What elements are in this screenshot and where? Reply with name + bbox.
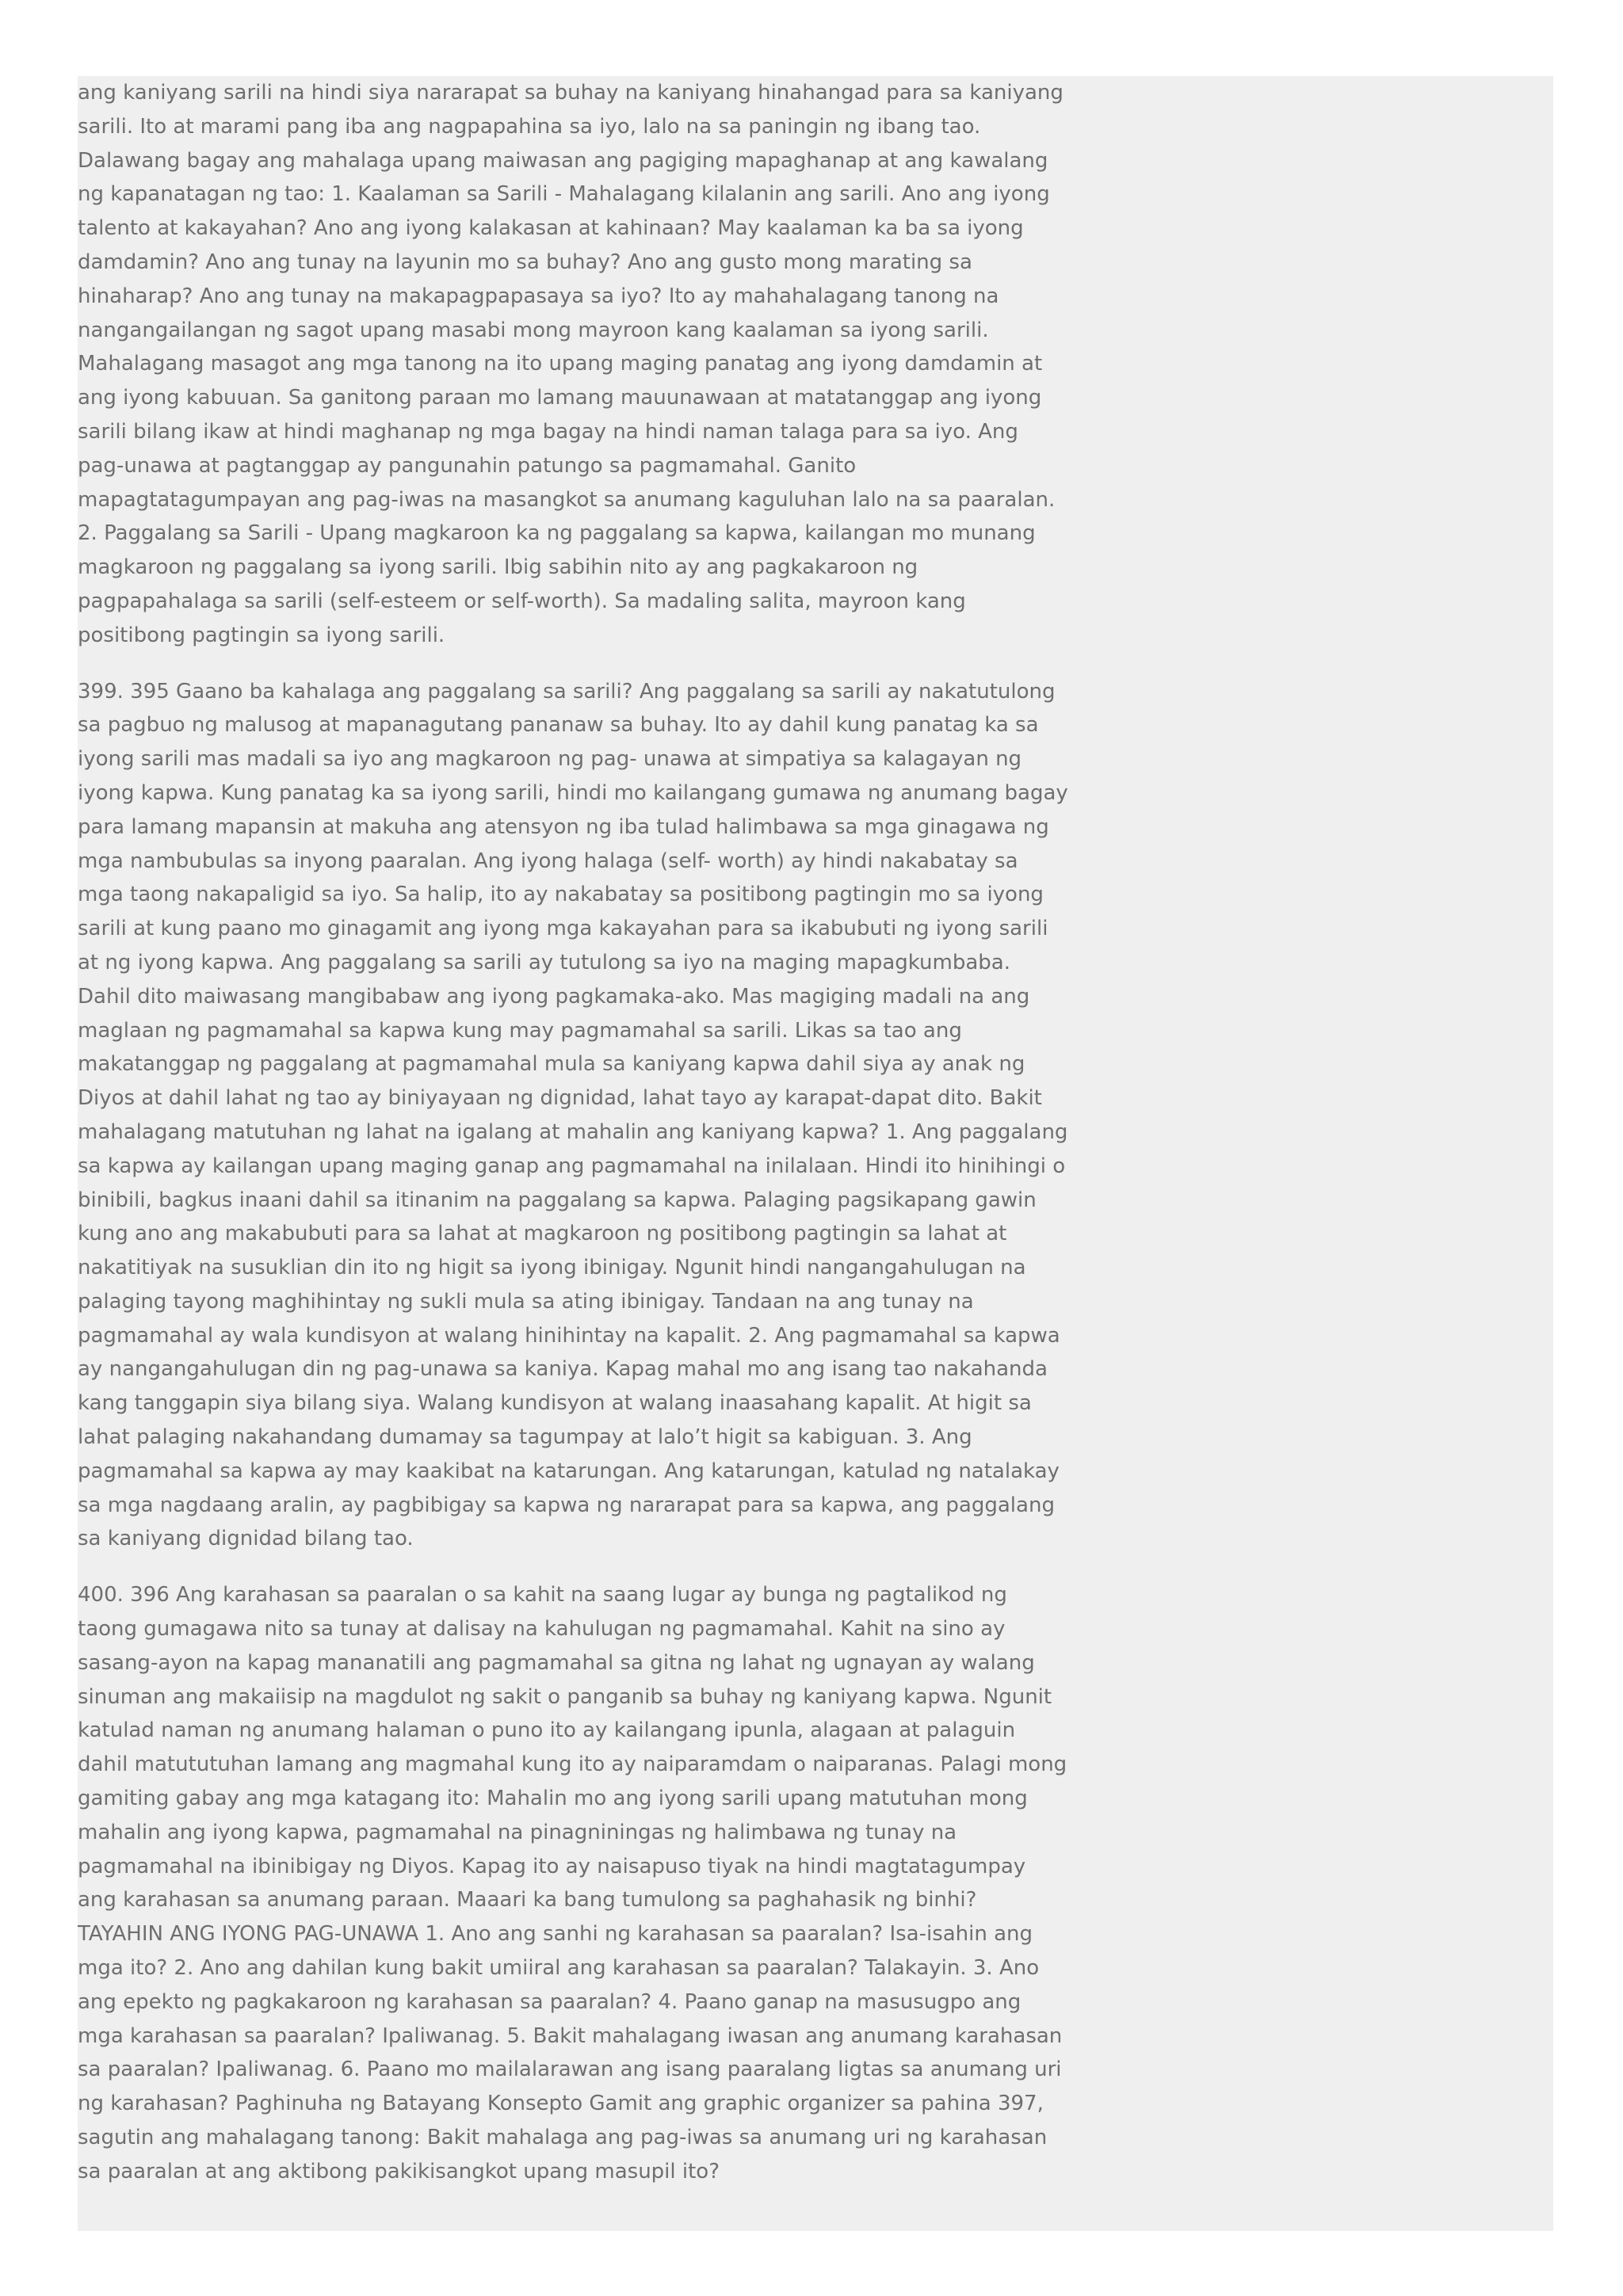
document-body xyxy=(78,76,1068,2211)
paragraph-self-respect: 399. 395 Gaano ba kahalaga ang paggalang sa sarili? Ang paggalang sa sarili ay nakatutulong sa pagbuo ng malusog at mapanagutang pananaw sa buhay. Ito ay dahil kung panatag ka sa iyong sarili mas madali sa iyo ang magkaroon ng pag- unawa at simpatiya sa kalagayan ng iyong kapwa. Kung panatag ka sa iyong sarili, hindi mo kailangang gumawa ng anumang bagay para lamang mapansin at makuha ang atensyon ng iba tulad halimbawa sa mga ginagawa ng mga nambubulas sa inyong paaralan. Ang iyong halaga (self- worth) ay hindi nakabatay sa mga taong nakapaligid sa iyo. Sa halip, ito ay nakabatay sa positibong pagtingin mo sa iyong sarili at kung paano mo ginagamit ang iyong mga kakayahan para sa ikabubuti ng iyong sarili at ng iyong kapwa. Ang paggalang sa sarili ay tutulong sa iyo na maging mapagkumbaba. Dahil dito maiwasang mangibabaw ang iyong pagkamaka-ako. Mas magiging madali na ang maglaan ng pagmamahal sa kapwa kung may pagmamahal sa sarili. Likas sa tao ang makatanggap ng paggalang at pagmamahal mula sa kaniyang kapwa dahil siya ay anak ng Diyos at dahil lahat ng tao ay biniyayaan ng dignidad, lahat tayo ay karapat-dapat dito. Bakit mahalagang matutuhan ng lahat na igalang at mahalin ang kaniyang kapwa? 1. Ang paggalang sa kapwa ay kailangan upang maging ganap ang pagmamahal na inilalaan. Hindi ito hinihingi o binibili, bagkus inaani dahil sa itinanim na paggalang sa kapwa. Palaging pagsikapang gawin kung ano ang makabubuti para sa lahat at magkaroon ng positibong pagtingin sa lahat at nakatitiyak na susuklian din ito ng higit sa iyong ibinigay. Ngunit hindi nangangahulugan na palaging tayong maghihintay ng sukli mula sa ating ibinigay. Tandaan na ang tunay na pagmamahal ay wala kundisyon at walang hinihintay na kapalit. 2. Ang pagmamahal sa kapwa ay nangangahulugan din ng pag-unawa sa kaniya. Kapag mahal mo ang isang tao nakahanda kang tanggapin siya bilang siya. Walang kundisyon at walang inaasahang kapalit. At higit sa lahat palaging nakahandang dumamay sa tagumpay at lalo’t higit sa kabiguan. 3. Ang pagmamahal sa kapwa ay may kaakibat na katarungan. Ang katarungan, katulad ng natalakay sa mga nagdaang aralin, ay pagbibigay sa kapwa ng nararapat para sa kapwa, ang paggalang sa kaniyang dignidad bilang tao. xyxy=(78,679,1068,1551)
paragraph-self-knowledge: ang kaniyang sarili na hindi siya nararapat sa buhay na kaniyang hinahangad para sa kaniyang sarili. Ito at marami pang iba ang nagpapahina sa iyo, lalo na sa paningin ng ibang tao. Dalawang bagay ang mahalaga upang maiwasan ang pagiging mapaghanap at ang kawalang ng kapanatagan ng tao: 1. Kaalaman sa Sarili - Mahalagang kilalanin ang sarili. Ano ang iyong talento at kakayahan? Ano ang iyong kalakasan at kahinaan? May kaalaman ka ba sa iyong damdamin? Ano ang tunay na layunin mo sa buhay? Ano ang gusto mong marating sa hinaharap? Ano ang tunay na makapagpapasaya sa iyo? Ito ay mahahalagang tanong na nangangailangan ng sagot upang masabi mong mayroon kang kaalaman sa iyong sarili. Mahalagang masagot ang mga tanong na ito upang maging panatag ang iyong damdamin at ang iyong kabuuan. Sa ganitong paraan mo lamang mauunawaan at matatanggap ang iyong sarili bilang ikaw at hindi maghanap ng mga bagay na hindi naman talaga para sa iyo. Ang pag-unawa at pagtanggap ay pangunahin patungo sa pagmamahal. Ganito mapagtatagumpayan ang pag-iwas na masangkot sa anumang kaguluhan lalo na sa paaralan. 2. Paggalang sa Sarili - Upang magkaroon ka ng paggalang sa kapwa, kailangan mo munang magkaroon ng paggalang sa iyong sarili. Ibig sabihin nito ay ang pagkakaroon ng pagpapahalaga sa sarili (self-esteem or self-worth). Sa madaling salita, mayroon kang positibong pagtingin sa iyong sarili. xyxy=(78,81,1064,647)
paragraph-violence-in-school: 400. 396 Ang karahasan sa paaralan o sa kahit na saang lugar ay bunga ng pagtalikod ng taong gumagawa nito sa tunay at dalisay na kahulugan ng pagmamahal. Kahit na sino ay sasang-ayon na kapag mananatili ang pagmamahal sa gitna ng lahat ng ugnayan ay walang sinuman ang makaiisip na magdulot ng sakit o panganib sa buhay ng kaniyang kapwa. Ngunit katulad naman ng anumang halaman o puno ito ay kailangang ipunla, alagaan at palaguin dahil matututuhan lamang ang magmahal kung ito ay naiparamdam o naiparanas. Palagi mong gamiting gabay ang mga katagang ito: Mahalin mo ang iyong sarili upang matutuhan mong mahalin ang iyong kapwa, pagmamahal na pinagniningas ng halimbawa ng tunay na pagmamahal na ibinibigay ng Diyos. Kapag ito ay naisapuso tiyak na hindi magtatagumpay ang karahasan sa anumang paraan. Maaari ka bang tumulong sa paghahasik ng binhi? TAYAHIN ANG IYONG PAG-UNAWA 1. Ano ang sanhi ng karahasan sa paaralan? Isa-isahin ang mga ito? 2. Ano ang dahilan kung bakit umiiral ang karahasan sa paaralan? Talakayin. 3. Ano ang epekto ng pagkakaroon ng karahasan sa paaralan? 4. Paano ganap na masusugpo ang mga karahasan sa paaralan? Ipaliwanag. 5. Bakit mahalagang iwasan ang anumang karahasan sa paaralan? Ipaliwanag. 6. Paano mo mailalarawan ang isang paaralang ligtas sa anumang uri ng karahasan? Paghinuha ng Batayang Konsepto Gamit ang graphic organizer sa pahina 397, sagutin ang mahalagang tanong: Bakit mahalaga ang pag-iwas sa anumang uri ng karahasan sa paaralan at ang aktibong pakikisangkot upang masupil ito? xyxy=(78,1583,1067,2183)
